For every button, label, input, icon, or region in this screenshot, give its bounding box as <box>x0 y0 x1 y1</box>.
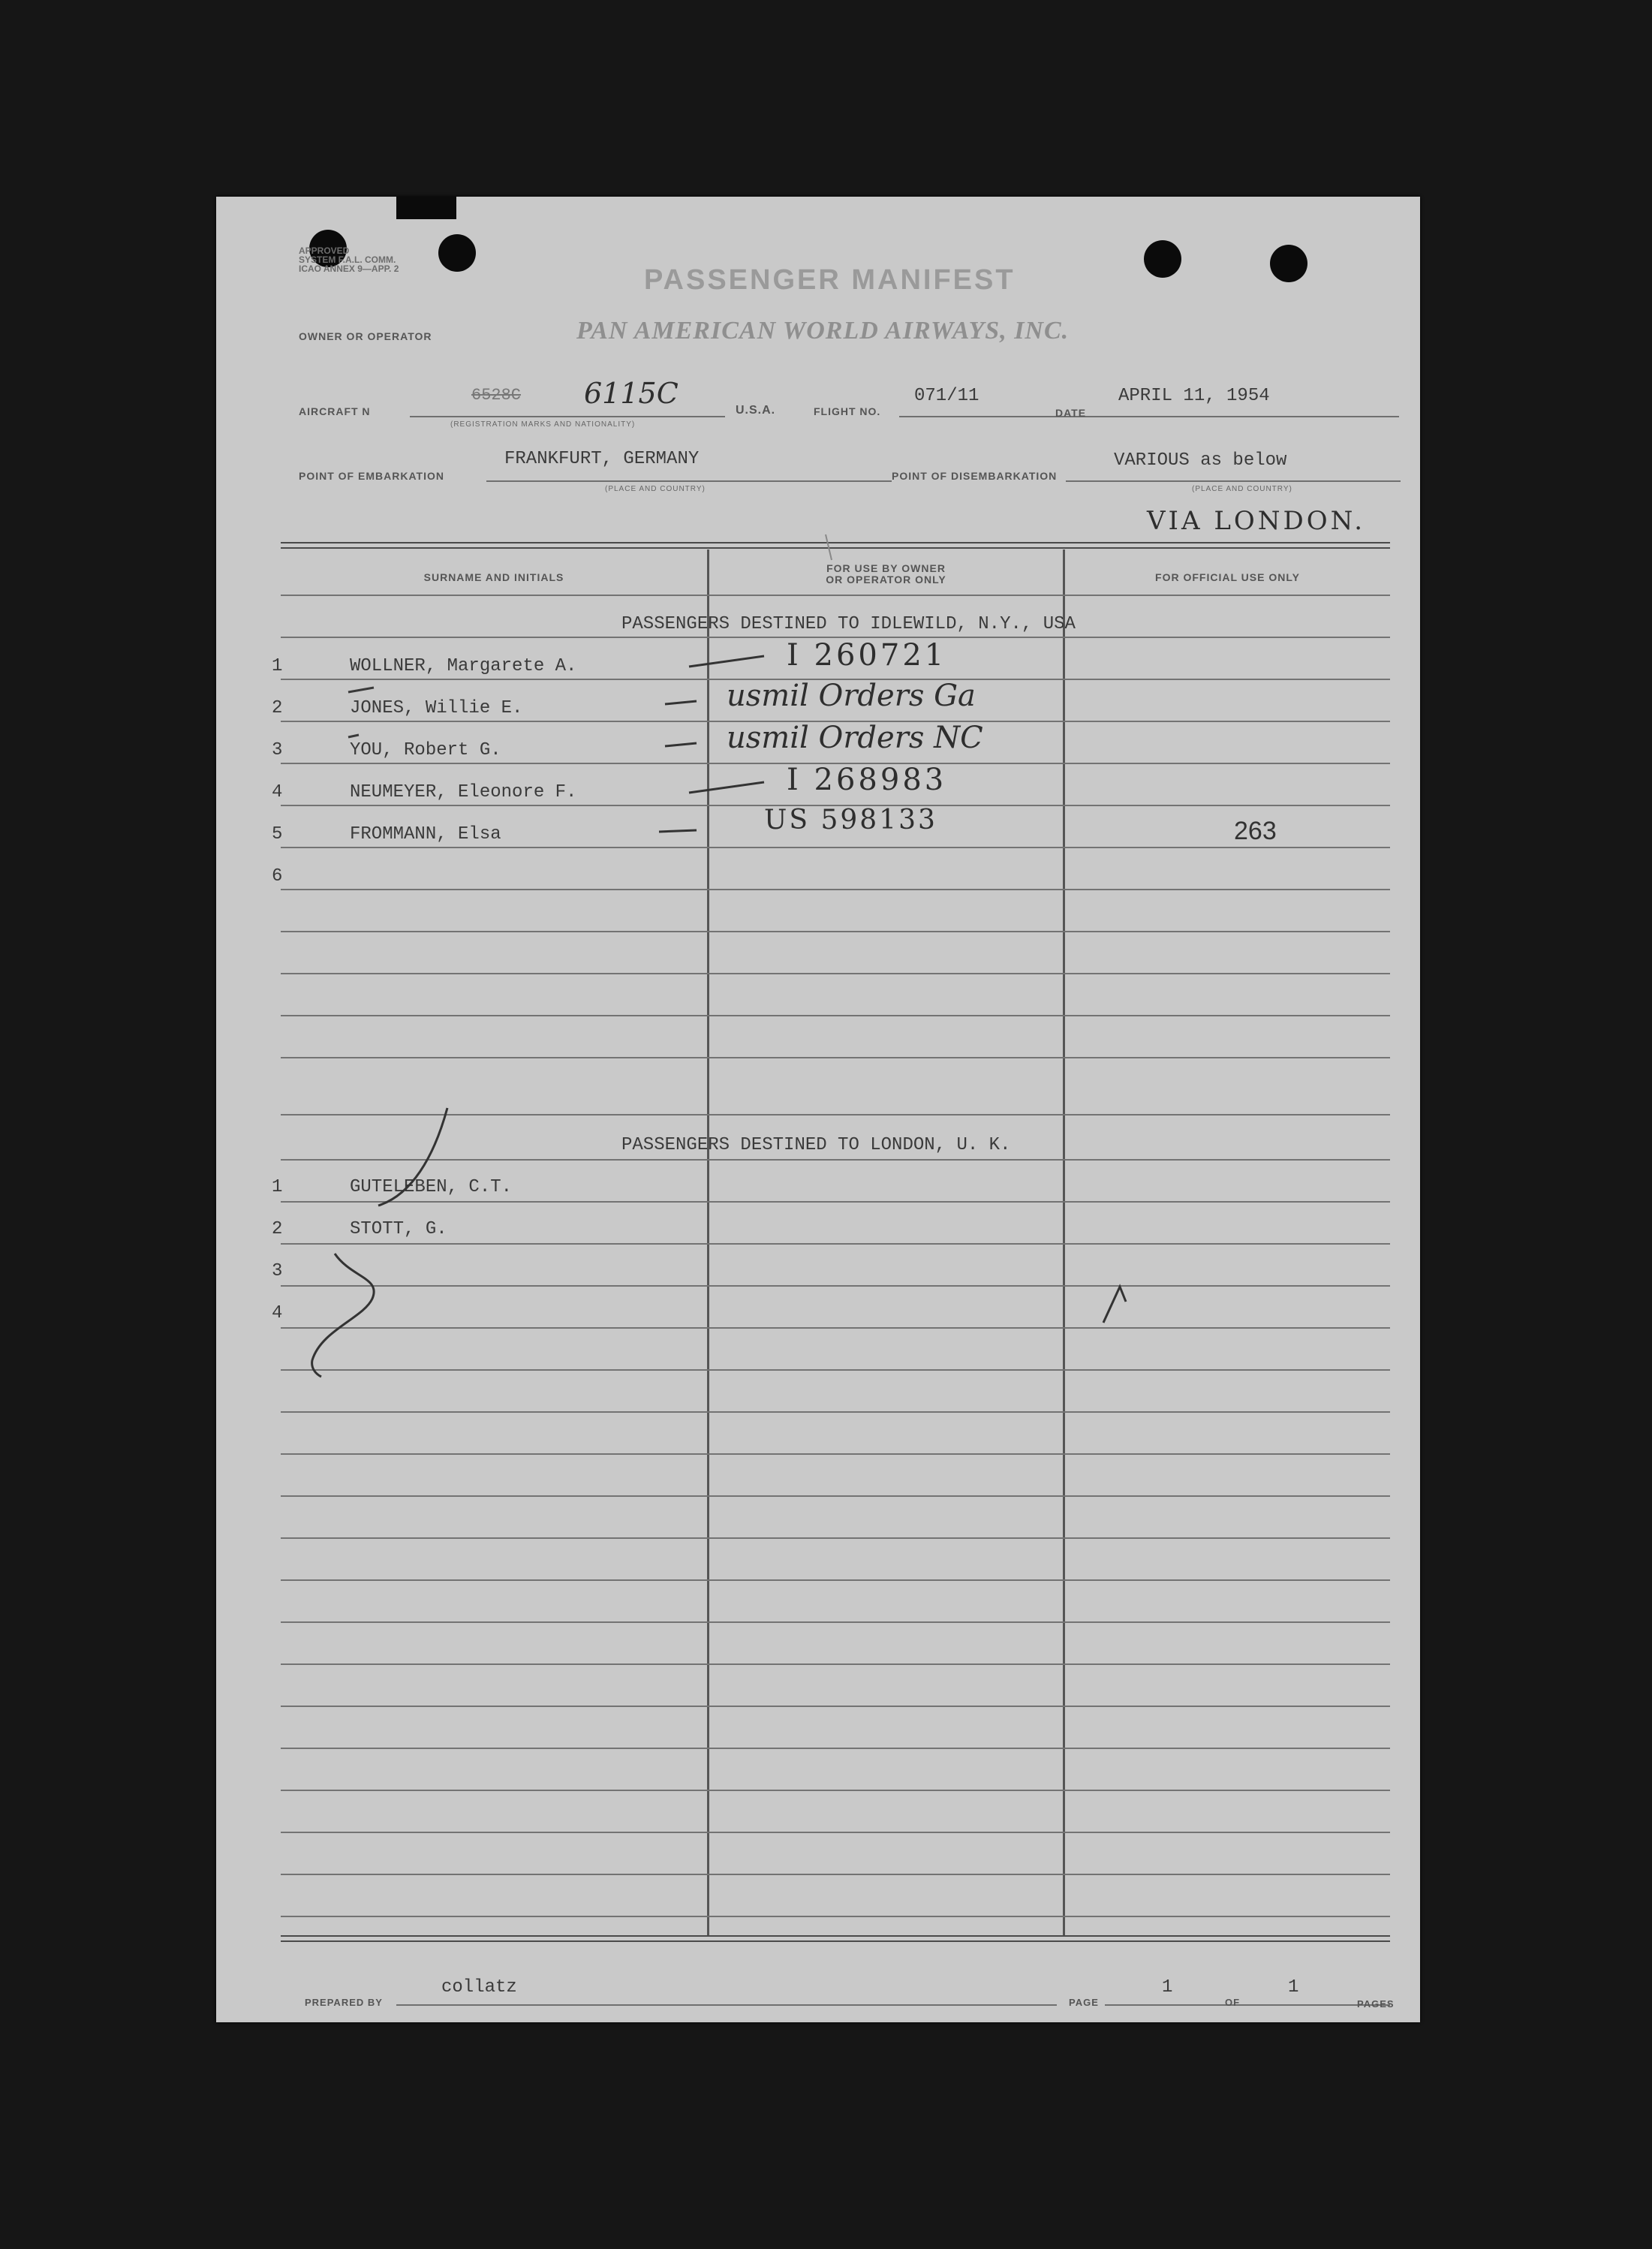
of-label: OF <box>1225 1997 1241 2008</box>
section-heading-idlewild: PASSENGERS DESTINED TO IDLEWILD, N.Y., USA <box>621 614 1076 634</box>
aircraft-hand-value: 6115C <box>584 377 679 410</box>
disembarkation-sublabel: (PLACE AND COUNTRY) <box>1192 485 1292 493</box>
prepared-by-value: collatz <box>441 1977 517 1998</box>
aircraft-struck-value: 6528C <box>471 386 522 405</box>
usa-label: U.S.A. <box>736 404 776 417</box>
dash-mark <box>659 656 764 832</box>
dash-mark <box>348 688 374 737</box>
column-header-official: FOR OFFICIAL USE ONLY <box>1155 571 1300 583</box>
row-number: 1 <box>272 1177 283 1197</box>
flight-value: 071/11 <box>914 386 979 406</box>
column-header-owner-line: OR OPERATOR ONLY <box>826 574 946 586</box>
approval-line: APPROVED <box>299 245 350 256</box>
row-number: 5 <box>272 824 283 845</box>
row-number: 3 <box>272 1261 283 1281</box>
pen-stroke-mark <box>378 1108 447 1206</box>
column-header-surname: SURNAME AND INITIALS <box>423 571 564 583</box>
column-header-owner-line: FOR USE BY OWNER <box>826 562 946 574</box>
passenger-name: WOLLNER, Margarete A. <box>350 656 577 676</box>
form-title: PASSENGER MANIFEST <box>644 264 1016 296</box>
owner-use-entry: I 268983 <box>787 763 947 797</box>
row-number: 1 <box>272 656 283 676</box>
via-london-note: VIA LONDON. <box>1147 506 1366 536</box>
owner-use-entry: usmil Orders Ga <box>727 679 976 713</box>
official-use-entry: 263 <box>1234 817 1277 845</box>
pen-stroke-mark <box>312 1254 375 1377</box>
approval-line: SYSTEM F.A.L. COMM. <box>299 254 396 265</box>
passenger-name: JONES, Willie E. <box>350 698 523 718</box>
manifest-sheet <box>216 197 1420 2022</box>
row-number: 2 <box>272 698 283 718</box>
disembarkation-value: VARIOUS as below <box>1114 450 1287 471</box>
date-label: DATE <box>1055 407 1087 419</box>
pages-label: PAGES <box>1357 1998 1395 2010</box>
section-heading-london: PASSENGERS DESTINED TO LONDON, U. K. <box>621 1135 1011 1155</box>
stray-mark <box>826 534 832 560</box>
owner-use-entry: usmil Orders NC <box>727 721 983 755</box>
handwritten-marks <box>216 197 1420 2022</box>
date-value: APRIL 11, 1954 <box>1118 386 1270 406</box>
prepared-by-label: PREPARED BY <box>305 1997 383 2008</box>
embarkation-value: FRANKFURT, GERMANY <box>504 449 700 469</box>
owner-use-entry: I 260721 <box>787 638 947 673</box>
passenger-name: FROMMANN, Elsa <box>350 824 501 845</box>
row-number: 3 <box>272 740 283 760</box>
passenger-name: NEUMEYER, Eleonore F. <box>350 782 577 802</box>
row-number: 4 <box>272 1303 283 1323</box>
aircraft-label: AIRCRAFT N <box>299 405 371 417</box>
page-label: PAGE <box>1069 1997 1099 2008</box>
passenger-name: YOU, Robert G. <box>350 740 501 760</box>
aircraft-sublabel: (REGISTRATION MARKS AND NATIONALITY) <box>450 420 636 429</box>
approval-line: ICAO ANNEX 9—APP. 2 <box>299 263 399 274</box>
row-number: 6 <box>272 866 283 887</box>
flight-label: FLIGHT NO. <box>814 405 881 417</box>
owner-value: PAN AMERICAN WORLD AIRWAYS, INC. <box>576 317 1070 345</box>
page-number: 1 <box>1162 1977 1173 1998</box>
owner-label: OWNER OR OPERATOR <box>299 330 432 342</box>
check-mark <box>1103 1287 1126 1323</box>
owner-use-entry: US 598133 <box>764 805 937 835</box>
row-number: 2 <box>272 1219 283 1239</box>
passenger-name: STOTT, G. <box>350 1219 447 1239</box>
embarkation-sublabel: (PLACE AND COUNTRY) <box>605 485 706 493</box>
passenger-name: GUTELEBEN, C.T. <box>350 1177 513 1197</box>
embarkation-label: POINT OF EMBARKATION <box>299 470 444 482</box>
row-number: 4 <box>272 782 283 802</box>
disembarkation-label: POINT OF DISEMBARKATION <box>892 470 1058 482</box>
total-pages: 1 <box>1288 1977 1299 1998</box>
